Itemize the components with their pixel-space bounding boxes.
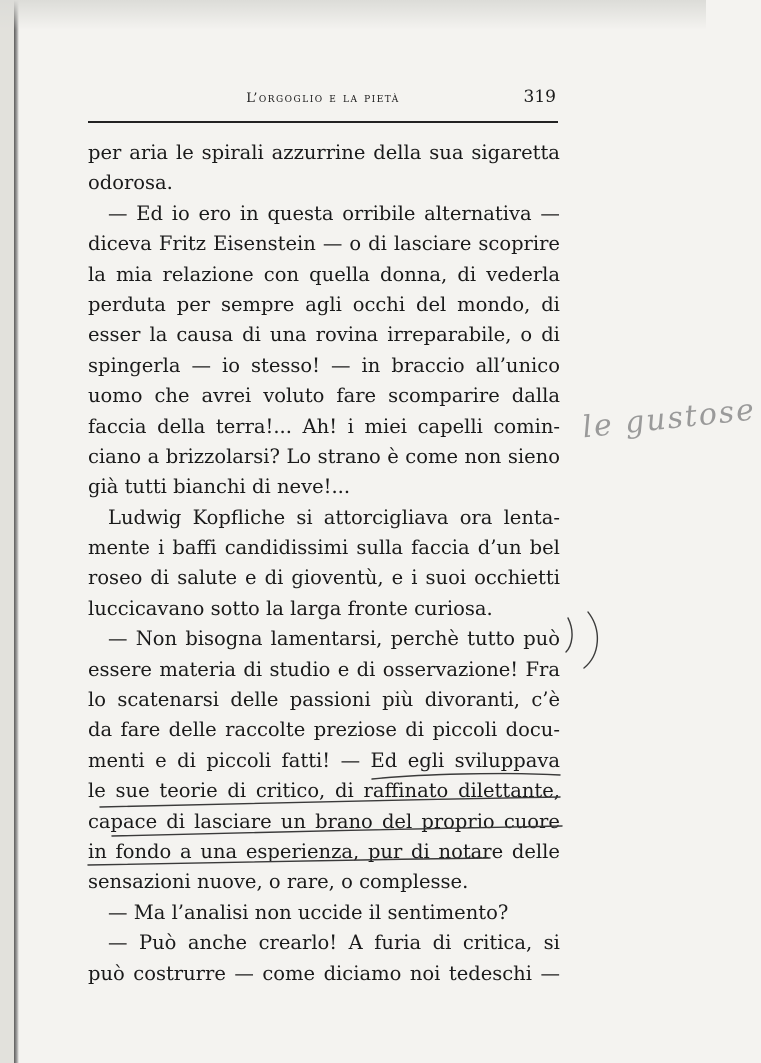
text-line — [88, 685, 560, 715]
word: scatenarsi — [117, 688, 220, 712]
word: raffinato — [363, 779, 449, 803]
word: donna, — [380, 262, 448, 286]
word: all’unico — [475, 353, 560, 377]
text-line — [88, 776, 560, 806]
word: suoi — [425, 566, 467, 590]
word: una — [269, 323, 307, 347]
word: osservazione! — [382, 657, 519, 681]
word: — — [340, 748, 361, 772]
word: non — [254, 900, 292, 924]
text-line — [88, 290, 560, 320]
text-line — [88, 381, 560, 411]
word: menti — [88, 748, 145, 772]
word: avrei — [201, 384, 252, 408]
word: spingerla — [88, 353, 181, 377]
word: le — [88, 779, 106, 803]
word: di — [242, 323, 261, 347]
text-line — [88, 472, 560, 502]
word: diciamo — [323, 961, 402, 985]
word: un — [280, 809, 306, 833]
word: si — [296, 505, 313, 529]
running-title: L’orgoglio e la pietà — [246, 91, 400, 106]
word: in — [88, 839, 107, 863]
word: una — [200, 839, 238, 863]
word: della — [157, 414, 206, 438]
word: Ed — [136, 201, 163, 225]
word: di — [227, 779, 247, 803]
word: delle — [168, 718, 217, 742]
word: relazione — [162, 262, 254, 286]
word: i — [411, 566, 418, 590]
word: attorcigliava — [323, 505, 449, 529]
text-line — [88, 442, 560, 472]
word: delle — [511, 839, 560, 863]
word: Ed — [370, 748, 398, 772]
word: ciano — [88, 444, 142, 468]
word: perduta — [88, 292, 166, 316]
word: di — [335, 779, 354, 803]
word: Fra — [525, 657, 560, 681]
word: complesse. — [359, 870, 469, 894]
word: di — [177, 748, 196, 772]
word: del — [381, 809, 413, 833]
running-header — [88, 86, 558, 112]
word: per — [176, 292, 211, 316]
word: terra!... — [215, 414, 292, 438]
word: faccia — [411, 536, 470, 560]
word: crearlo! — [258, 931, 338, 955]
word: larga — [290, 596, 342, 620]
word: — — [322, 232, 343, 256]
word: Ah! — [302, 414, 338, 438]
word: alternativa — [424, 201, 532, 225]
word: Non — [135, 627, 178, 651]
word: uccide — [297, 900, 363, 924]
word: materia — [159, 657, 237, 681]
word: stesso! — [251, 353, 321, 377]
word: che — [154, 384, 190, 408]
word: tedeschi — [448, 961, 532, 985]
word: io — [171, 201, 190, 225]
word: dalla — [511, 384, 560, 408]
word: irreparabile, — [387, 323, 512, 347]
word: passioni — [289, 688, 371, 712]
word: diceva — [88, 232, 152, 256]
page-number: 319 — [523, 87, 556, 107]
text-line — [88, 351, 560, 381]
word: la — [266, 596, 284, 620]
word: — — [108, 201, 128, 225]
word: fare — [120, 718, 161, 742]
page-gutter-shadow — [0, 0, 14, 1063]
word: per — [88, 141, 122, 164]
word: mondo, — [457, 292, 531, 316]
word: lo — [88, 688, 106, 712]
word: sviluppava — [454, 748, 560, 772]
word: è — [387, 444, 399, 468]
word: cuore — [503, 809, 560, 833]
word: brizzolarsi? — [165, 444, 280, 468]
word: critico, — [255, 779, 326, 803]
word: Ludwig — [108, 505, 182, 529]
word: scoprire — [478, 232, 560, 256]
word: — — [540, 201, 560, 225]
word: raccolte — [225, 718, 306, 742]
word: lasciare — [194, 809, 272, 833]
word: da — [88, 718, 113, 742]
word: i — [347, 414, 354, 438]
word: spirali — [201, 141, 264, 164]
word: docu- — [505, 718, 560, 742]
word: — — [108, 900, 128, 924]
text-line — [88, 837, 560, 867]
text-line — [88, 715, 560, 745]
text-line — [88, 959, 560, 989]
word: ero — [198, 201, 232, 225]
text-line — [88, 563, 560, 593]
word: più — [382, 688, 414, 712]
word: odorosa. — [88, 171, 173, 195]
word: lamentarsi, — [270, 627, 383, 651]
word: anche — [187, 931, 248, 955]
word: — — [540, 961, 560, 985]
word: strano — [317, 444, 381, 468]
word: sieno — [507, 444, 560, 468]
text-line — [88, 594, 560, 624]
word: voluto — [263, 384, 325, 408]
word: capelli — [417, 414, 483, 438]
word: o — [341, 870, 353, 894]
word: baffi — [172, 536, 217, 560]
word: divoranti, — [424, 688, 520, 712]
text-line — [88, 168, 560, 198]
word: lenta- — [503, 505, 560, 529]
word: di — [243, 657, 263, 681]
word: può — [88, 961, 125, 985]
word: notare — [438, 839, 504, 863]
word: e — [391, 566, 404, 590]
text-line — [88, 624, 560, 654]
word: del — [415, 292, 447, 316]
margin-handwritten-note: le gustose — [580, 392, 758, 446]
word: orribile — [342, 201, 416, 225]
word: come — [405, 444, 458, 468]
word: fare — [336, 384, 377, 408]
word: brano — [315, 809, 373, 833]
text-line — [88, 260, 560, 290]
word: io — [222, 353, 241, 377]
book-binding-edge — [14, 0, 19, 1063]
word: con — [263, 262, 300, 286]
word: le — [175, 141, 194, 164]
word: o — [520, 323, 533, 347]
word: studio — [269, 657, 331, 681]
word: di — [368, 232, 387, 256]
word: bel — [529, 536, 560, 560]
word: di — [356, 657, 376, 681]
word: piccoli — [206, 748, 272, 772]
word: l’analisi — [171, 900, 249, 924]
word: noi — [409, 961, 441, 985]
word: — — [234, 961, 254, 985]
word: azzurrine — [271, 141, 366, 164]
word: si — [543, 931, 560, 955]
word: a — [147, 444, 160, 468]
word: può — [523, 627, 560, 651]
word: faccia — [88, 414, 147, 438]
word: — — [108, 627, 128, 651]
word: di — [541, 292, 560, 316]
word: Eisenstein — [213, 232, 316, 256]
word: rovina — [315, 323, 379, 347]
word: vederla — [486, 262, 560, 286]
text-line — [88, 655, 560, 685]
text-line — [88, 412, 560, 442]
text-line — [88, 229, 560, 259]
word: piccoli — [432, 718, 498, 742]
text-line — [88, 199, 560, 229]
word: sotto — [210, 596, 260, 620]
word: Kopfliche — [192, 505, 286, 529]
word: di — [405, 718, 425, 742]
word: in — [361, 353, 381, 377]
text-line — [88, 807, 560, 837]
word: dilettante, — [458, 779, 560, 803]
word: sensazioni — [88, 870, 191, 894]
word: questa — [267, 201, 334, 225]
word: non — [464, 444, 502, 468]
word: capace — [88, 809, 158, 833]
word: in — [239, 201, 259, 225]
word: sulla — [356, 536, 403, 560]
text-line — [88, 928, 560, 958]
text-line — [88, 746, 560, 776]
word: bianchi — [173, 475, 246, 499]
word: uomo — [88, 384, 143, 408]
word: — — [331, 353, 351, 377]
word: lasciare — [393, 232, 472, 256]
word: proprio — [421, 809, 495, 833]
word: di — [252, 475, 271, 499]
word: aria — [129, 141, 169, 164]
word: la — [88, 262, 106, 286]
word: — — [191, 353, 212, 377]
word: di — [457, 262, 477, 286]
word: tutti — [124, 475, 167, 499]
word: rare, — [286, 870, 335, 894]
word: causa — [176, 323, 234, 347]
word: di — [150, 566, 170, 590]
word: occhietti — [474, 566, 560, 590]
word: quella — [309, 262, 370, 286]
word: la — [149, 323, 168, 347]
word: teorie — [159, 779, 218, 803]
word: sue — [115, 779, 150, 803]
word: salute — [177, 566, 237, 590]
word: delle — [230, 688, 279, 712]
word: Può — [138, 931, 177, 955]
word: di — [264, 566, 284, 590]
word: fondo — [115, 839, 172, 863]
word: come — [262, 961, 316, 985]
word: costrurre — [133, 961, 226, 985]
word: fatti! — [281, 748, 331, 772]
word: della — [373, 141, 422, 164]
text-line — [88, 533, 560, 563]
word: c’è — [531, 688, 560, 712]
word: curiosa. — [414, 596, 493, 620]
word: d’un — [477, 536, 522, 560]
word: egli — [407, 748, 445, 772]
word: e — [155, 748, 167, 772]
word: gioventù, — [291, 566, 384, 590]
word: o — [268, 870, 281, 894]
word: e — [337, 657, 350, 681]
word: roseo — [88, 566, 143, 590]
word: perchè — [390, 627, 459, 651]
text-line — [88, 320, 560, 350]
word: sempre — [220, 292, 295, 316]
word: critica, — [462, 931, 533, 955]
word: ora — [459, 505, 493, 529]
word: fronte — [347, 596, 408, 620]
bracket-mark — [584, 612, 597, 668]
word: esperienza, — [245, 839, 360, 863]
word: a — [180, 839, 192, 863]
word: sigaretta — [471, 141, 560, 164]
word: occhi — [352, 292, 406, 316]
word: braccio — [391, 353, 465, 377]
word: esser — [88, 323, 141, 347]
header-rule — [88, 121, 558, 123]
word: Lo — [286, 444, 312, 468]
text-line — [88, 898, 560, 928]
word: comin- — [493, 414, 560, 438]
word: di — [541, 323, 560, 347]
word: sentimento? — [387, 900, 509, 924]
word: agli — [305, 292, 342, 316]
word: — — [108, 931, 128, 955]
text-line — [88, 138, 560, 168]
word: mia — [116, 262, 153, 286]
word: neve!... — [276, 475, 351, 499]
word: scomparire — [388, 384, 500, 408]
word: mente — [88, 536, 150, 560]
word: tutto — [467, 627, 515, 651]
top-scan-shade — [0, 0, 706, 30]
word: Ma — [133, 900, 166, 924]
word: di — [432, 931, 452, 955]
word: di — [411, 839, 430, 863]
bracket-mark-2 — [566, 618, 572, 652]
word: A — [348, 931, 363, 955]
word: di — [166, 809, 185, 833]
word: già — [88, 475, 119, 499]
word: Fritz — [158, 232, 207, 256]
word: o — [349, 232, 362, 256]
body-text — [88, 138, 560, 989]
word: nuove, — [197, 870, 263, 894]
word: sua — [429, 141, 464, 164]
word: preziose — [313, 718, 397, 742]
text-line — [88, 503, 560, 533]
text-line — [88, 867, 560, 897]
word: e — [245, 566, 257, 590]
word: furia — [374, 931, 422, 955]
word: bisogna — [185, 627, 263, 651]
word: miei — [364, 414, 407, 438]
word: i — [158, 536, 165, 560]
word: essere — [88, 657, 152, 681]
word: candidissimi — [224, 536, 349, 560]
word: pur — [367, 839, 403, 863]
word: il — [368, 900, 382, 924]
word: luccicavano — [88, 596, 205, 620]
